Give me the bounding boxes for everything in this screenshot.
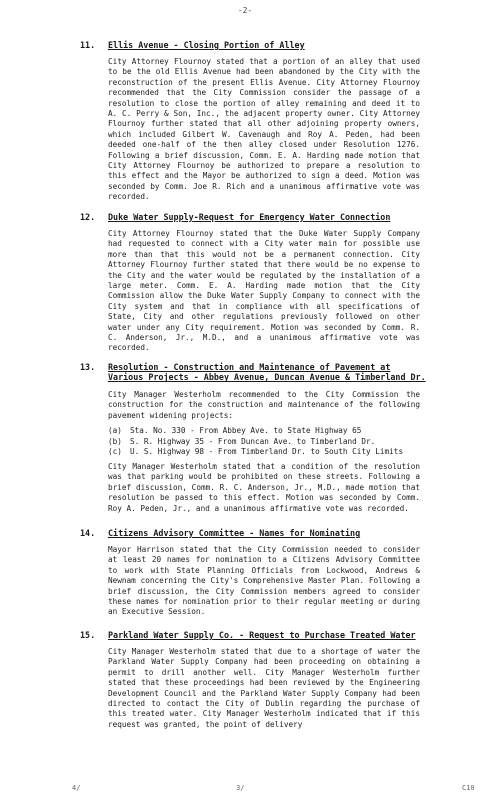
section-number: 12. [80, 212, 96, 222]
section-paragraph: City Attorney Flournoy stated that a portion of an alley that used to be the old Ellis Avenue had been abandoned by the City with the reconstruction of the present Ellis Avenue. City Attorney Flournoy recommended that the City Commission consider the passage of a resolution to close the portion of alley remaining and deed it to A. C. Perry & Son, Inc., the adjacent property owner. City Attorney Flournoy further stated that all other adjoining property owners, which included Gilbert W. Cavenaugh and Roy A. Peden, had been deeded one-half of the then alley closed under Resolution 1276. Following a brief discussion, Comm. E. A. Harding made motion that City Attorney Flournoy be authorized to prepare a resolution to this effect and the Mayor be authorized to sign a deed. Motion was seconded by Comm. Joe R. Rich and a unanimous affirmative vote was recorded. [108, 57, 420, 202]
list-item [108, 426, 428, 437]
project-list [108, 426, 428, 458]
section-paragraph: Mayor Harrison stated that the City Commission needed to consider at least 20 names for nomination to a Citizens Advisory Committee to work with State Planning Officials from Lockwood, Andrews & Newnam concerning the City's Comprehensive Master Plan. Following a brief discussion, the City Commission members agreed to consider these names for nomination prior to their regular meeting or during an Executive Session. [108, 545, 420, 617]
section-paragraph: City Manager Westerholm recommended to the City Commission the construction for the construction and maintenance of the following pavement widening projects: [108, 390, 420, 420]
page-number: -2- [237, 6, 253, 15]
list-item-label: (a) [108, 426, 122, 435]
section-heading: Duke Water Supply-Request for Emergency Water Connection [108, 212, 391, 222]
section-heading: Parkland Water Supply Co. - Request to Purchase Treated Water [108, 630, 416, 640]
section-paragraph: City Manager Westerholm stated that due to a shortage of water the Parkland Water Supply Company had been proceeding on obtaining a permit to drill another well. City Manager Westerholm further stated that these proceedings had been reviewed by the Engineering Development Council and the Parkland Water Supply Company had been directed to contact the City of Dublin regarding the purchase of this treated water. City Manager Westerholm indicated that if this request was granted, the point of delivery [108, 647, 420, 729]
list-item-text: S. R. Highway 35 - From Duncan Ave. to Timberland Dr. [130, 436, 376, 446]
list-item-label: (b) [108, 436, 122, 446]
list-item-text: Sta. No. 330 - From Abbey Ave. to State Highway 65 [130, 426, 362, 435]
section-number: 15. [80, 630, 96, 640]
list-item-label: (c) [108, 447, 122, 457]
page-footer [0, 784, 490, 796]
section-paragraph: City Manager Westerholm stated that a condition of the resolution was that parking would be prohibited on these streets. Following a brief discussion, Comm. R. C. Anderson, Jr., M.D., made motion that resolution be passed to this effect. Motion was seconded by Comm. Roy A. Peden, Jr., and a unanimous affirmative vote was recorded. [108, 462, 420, 513]
section-number: 13. [80, 362, 96, 372]
list-item-text: U. S. Highway 98 - From Timberland Dr. to South City Limits [130, 447, 404, 457]
section-heading: Citizens Advisory Committee - Names for Nominating [108, 528, 361, 538]
footer-right: C10 [462, 784, 475, 792]
section-number: 11. [80, 40, 96, 50]
list-item [108, 447, 428, 458]
section-paragraph: City Attorney Flournoy stated that the Duke Water Supply Company had requested to connect with a City water main for possible use more than that this would not be a permanent connection. City Attorney Flournoy further stated that there would be no expense to the City and the water would be regulated by the installation of a large meter. Comm. E. A. Harding made motion that the City Commission allow the Duke Water Supply Company to connect with the City system and that in compliance with all specifications of State, City and other regulations previously followed on other water under any City requirement. Motion was seconded by Comm. R. C. Anderson, Jr., M.D., and a unanimous affirmative vote was recorded. [108, 229, 420, 353]
section-heading: Resolution - Construction and Maintenance of Pavement at Various Projects - Abbey Avenue, Duncan Avenue & Timberland Dr. [108, 362, 426, 383]
footer-center: 3/ [236, 784, 245, 792]
footer-left: 4/ [72, 784, 81, 792]
section-heading: Ellis Avenue - Closing Portion of Alley [108, 40, 305, 50]
section-number: 14. [80, 528, 96, 538]
list-item [108, 437, 428, 448]
